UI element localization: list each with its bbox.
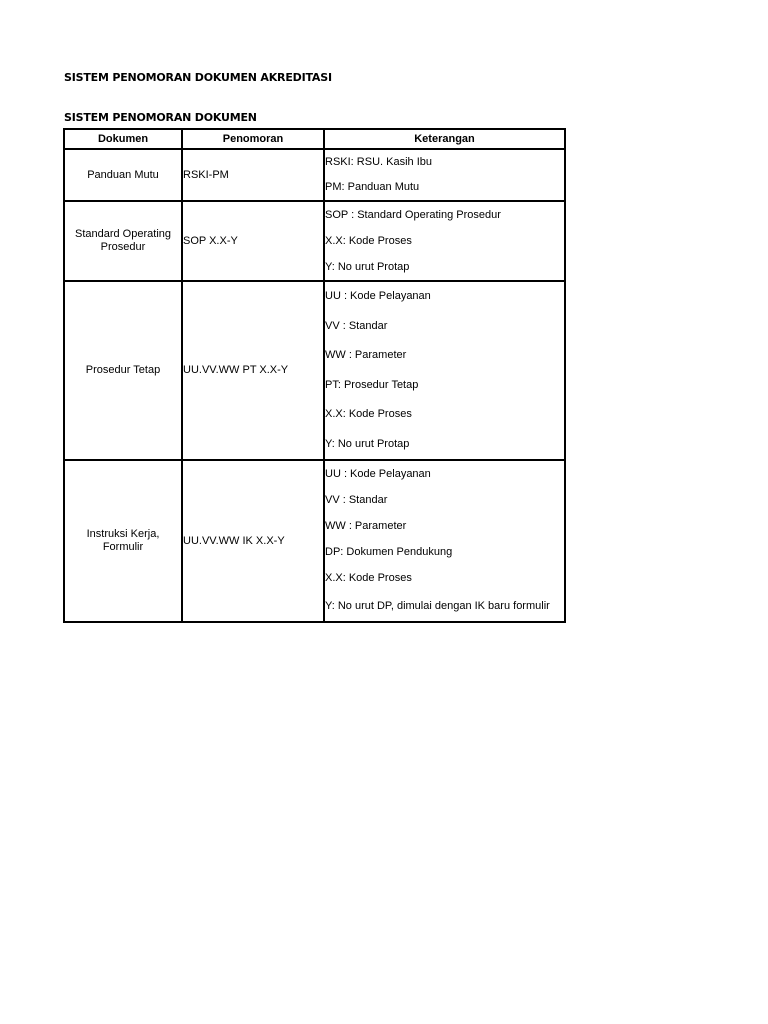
keterangan-line: PM: Panduan Mutu [325,181,420,193]
keterangan-line: WW : Parameter [325,519,407,532]
keterangan-cell [324,281,565,460]
penomoran-cell: SOP X.X-Y [182,201,324,281]
table-row [64,460,565,622]
penomoran-cell: RSKI-PM [182,149,324,201]
keterangan-cell [324,460,565,622]
keterangan-cell [324,201,565,281]
table-row [64,281,565,460]
keterangan-line: VV : Standar [325,493,388,506]
keterangan-cell [324,149,565,201]
keterangan-line: X.X: Kode Proses [325,234,412,247]
keterangan-line: SOP : Standard Operating Prosedur [325,208,501,221]
table-row [64,201,565,281]
keterangan-line: X.X: Kode Proses [325,408,412,421]
table-row [64,149,565,201]
numbering-table [63,128,566,623]
keterangan-line: UU : Kode Pelayanan [325,290,431,303]
table-header-row [64,129,565,149]
keterangan-line: DP: Dokumen Pendukung [325,545,453,558]
keterangan-line: UU : Kode Pelayanan [325,467,431,480]
header-penomoran: Penomoran [182,129,324,149]
keterangan-line: Y: No urut DP, dimulai dengan IK baru formulir [325,599,550,612]
keterangan-line: Y: No urut Protap [325,437,410,450]
document-title: SISTEM PENOMORAN DOKUMEN AKREDITASI [64,71,332,84]
dokumen-cell: Panduan Mutu [64,149,182,201]
header-keterangan: Keterangan [324,129,565,149]
keterangan-line: WW : Parameter [325,349,407,362]
table-title: SISTEM PENOMORAN DOKUMEN [64,111,257,124]
dokumen-cell: Prosedur Tetap [64,281,182,460]
dokumen-cell: Instruksi Kerja, Formulir [64,460,182,622]
keterangan-line: PT: Prosedur Tetap [325,378,419,391]
header-dokumen: Dokumen [64,129,182,149]
keterangan-line: VV : Standar [325,319,388,332]
keterangan-line: RSKI: RSU. Kasih Ibu [325,156,432,168]
keterangan-line: X.X: Kode Proses [325,571,412,584]
penomoran-cell: UU.VV.WW PT X.X-Y [182,281,324,460]
dokumen-cell: Standard Operating Prosedur [64,201,182,281]
keterangan-line: Y: No urut Protap [325,260,410,273]
penomoran-cell: UU.VV.WW IK X.X-Y [182,460,324,622]
